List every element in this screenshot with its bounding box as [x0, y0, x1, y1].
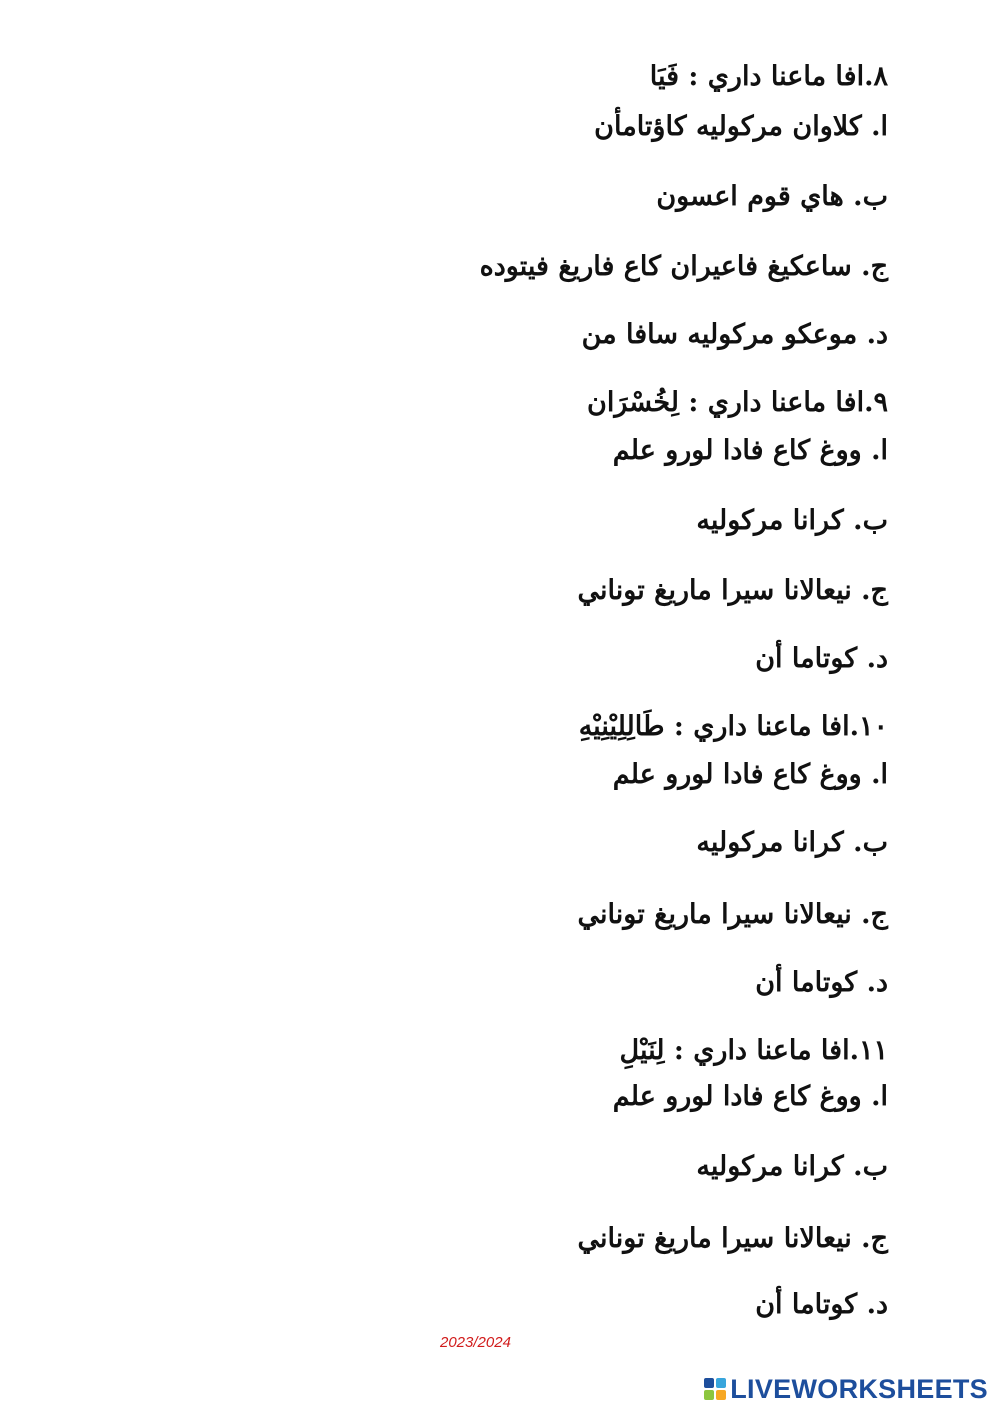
question-11-option-a[interactable]: ا. ووغ كاع فادا لورو علم — [612, 1081, 888, 1112]
question-8-option-d[interactable]: د. موعكو مركوليه سافا من — [581, 319, 888, 350]
question-11-option-b[interactable]: ب. كرانا مركوليه — [696, 1151, 888, 1182]
logo-square-3 — [704, 1390, 714, 1400]
question-11-option-c[interactable]: ج. نيعالانا سيرا ماريغ توناني — [577, 1223, 888, 1254]
question-9-prompt: ٩.افا ماعنا داري : لِخُسْرَان — [587, 387, 888, 418]
liveworksheets-logo-icon — [704, 1378, 726, 1400]
question-10-option-b[interactable]: ب. كرانا مركوليه — [696, 827, 888, 858]
liveworksheets-brand[interactable] — [704, 1374, 988, 1404]
question-8-prompt: ٨.افا ماعنا داري : فَيَا — [649, 61, 888, 92]
question-10-option-c[interactable]: ج. نيعالانا سيرا ماريغ توناني — [577, 899, 888, 930]
logo-square-1 — [704, 1378, 714, 1388]
question-11-prompt: ١١.افا ماعنا داري : لِنَيْلِ — [619, 1035, 888, 1066]
logo-square-4 — [716, 1390, 726, 1400]
question-9-option-b[interactable]: ب. كرانا مركوليه — [696, 505, 888, 536]
question-8-option-c[interactable]: ج. ساعكيغ فاعيران كاع فاريغ فيتوده — [479, 251, 888, 282]
question-8-option-a[interactable]: ا. كلاوان مركوليه كاؤتامأن — [594, 111, 888, 142]
question-9-option-c[interactable]: ج. نيعالانا سيرا ماريغ توناني — [577, 575, 888, 606]
question-9-option-a[interactable]: ا. ووغ كاع فادا لورو علم — [612, 435, 888, 466]
logo-square-2 — [716, 1378, 726, 1388]
question-8-option-b[interactable]: ب. هاي قوم اعسون — [656, 181, 888, 212]
footer-year: 2023/2024 — [440, 1334, 511, 1351]
question-10-option-d[interactable]: د. كوتاما أن — [755, 967, 888, 998]
brand-label: LIVEWORKSHEETS — [730, 1373, 988, 1404]
question-10-prompt: ١٠.افا ماعنا داري : طَالِلِيْنِيْهِ — [578, 711, 888, 742]
question-9-option-d[interactable]: د. كوتاما أن — [755, 643, 888, 674]
question-10-option-a[interactable]: ا. ووغ كاع فادا لورو علم — [612, 759, 888, 790]
question-11-option-d[interactable]: د. كوتاما أن — [755, 1289, 888, 1320]
